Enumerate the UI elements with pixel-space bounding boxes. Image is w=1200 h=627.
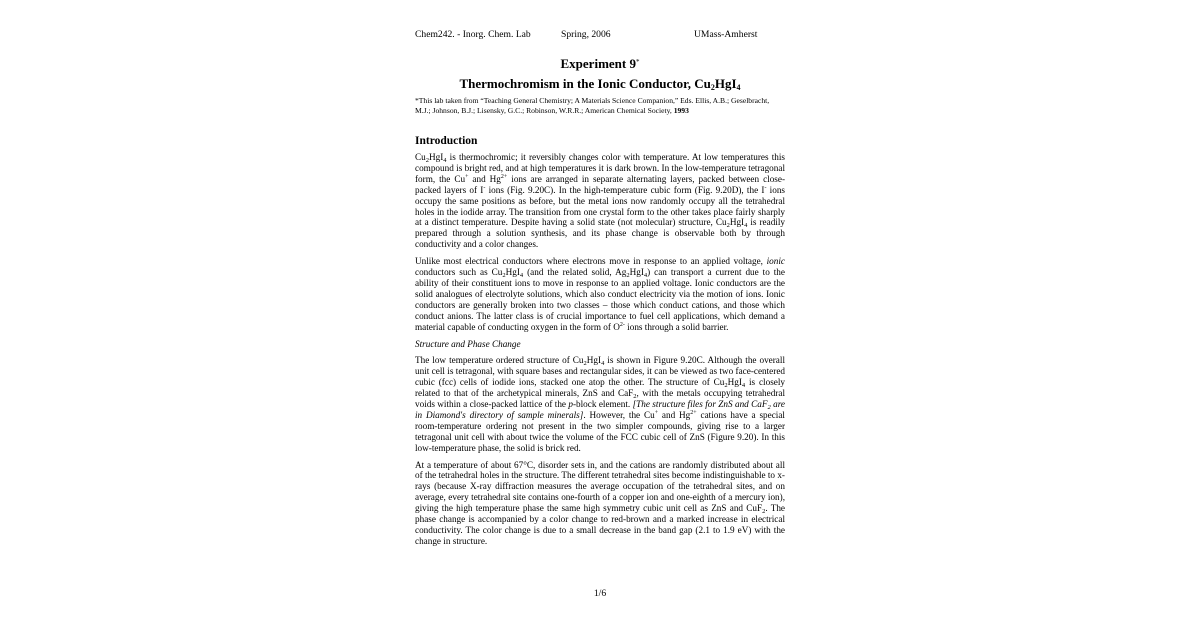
credit-text: *This lab taken from “Teaching General Chemistry; A Materials Science Companion,” Eds. Ellis, A.B.; Geselbracht, M.J.; Johnson, B.J.; Lisensky, G.C.; Robinson, W.R.R.; American Chemical Society,: [415, 96, 770, 115]
body-text: [415, 152, 785, 553]
title-sub-1: 2: [710, 83, 715, 92]
course-name: Chem242. - Inorg. Chem. Lab: [415, 29, 531, 40]
experiment-label: Experiment 9: [560, 56, 636, 71]
section-heading: Introduction: [415, 135, 478, 147]
paragraph: Unlike most electrical conductors where electrons move in response to an applied voltage, ionic conductors such as $Cu_2HgI_4$ (and the related solid, $Ag_2HgI_4$) can transport a current due to the ability of their constituent ions to move in response to an applied voltage. Ionic conductors are the solid analogues of electrolyte solutions, which also conduct electricity via the motion of ions. Ionic conductors are generally broken into two classes – those which conduct cations, and those which conduct anions. The latter class is of crucial importance to fuel cell applications, which demand a material capable of conducting oxygen in the form of $O^{2-}$ ions through a solid barrier.: [415, 256, 785, 332]
source-credit: [415, 96, 785, 115]
paragraph: At a temperature of about 67°C, disorder sets in, and the cations are randomly distributed about all of the tetrahedral holes in the structure. The different tetrahedral sites become indistinguishable to x-rays (because X-ray diffraction measures the average occupation of the tetrahedral sites, and on average, every tetrahedral site contains one-fourth of a copper ion and one-eighth of a mercury ion), giving the high temperature phase the same high symmetry cubic unit cell as ZnS and CuF$_2$. The phase change is accompanied by a color change to red-brown and a marked increase in electrical conductivity. The color change is due to a small decrease in the band gap (2.1 to 1.9 eV) with the change in structure.: [415, 459, 785, 546]
document-page: [415, 0, 785, 627]
page-title: [415, 76, 785, 92]
title-prefix: Thermochromism in the Ionic Conductor, Cu: [459, 76, 711, 91]
paragraph: $Cu_2HgI_4$ is thermochromic; it reversibly changes color with temperature. At low temperatures this compound is bright red, and at high temperatures it is dark brown. In the low-temperature tetragonal form, the Cu+ and $Hg^{2+}$ ions are arranged in separate alternating layers, packed between close-packed layers of I- ions (Fig. 9.20C). In the high-temperature cubic form (Fig. 9.20D), the I- ions occupy the same positions as before, but the metal ions now randomly occupy all the tetrahedral holes in the iodide array. The transition from one crystal form to the other takes place fairly sharply at a distinct temperature. Despite having a solid state (not molecular) structure, $Cu_2HgI_4$ is readily prepared through a solution synthesis, and its phase change is observable both by through conductivity and a color changes.: [415, 152, 786, 250]
subsection-heading: Structure and Phase Change: [415, 338, 521, 349]
term: Spring, 2006: [561, 29, 611, 40]
credit-year: 1993: [673, 105, 689, 115]
page-number: 1/6: [593, 588, 607, 599]
footnote-mark: *: [635, 58, 640, 66]
paragraph: The low temperature ordered structure of $Cu_2HgI_4$ is shown in Figure 9.20C. Although the overall unit cell is tetragonal, with square bases and rectangular sides, it can be viewed as two face-centered cubic (fcc) cells of iodide ions, stacked one atop the other. The structure of $Cu_2HgI_4$ is closely related to that of the archetypical minerals, ZnS and CaF$_2$, with the metals occupying tetrahedral voids within a close-packed lattice of the p-block element. [The structure files for ZnS and CaF$_2$ are in Diamond's directory of sample minerals]. However, the Cu+ and $Hg^{2+}$ cations have a special room-temperature ordering not present in the two simpler compounds, giving rise to a larger tetragonal unit cell with about twice the volume of the FCC cubic cell of ZnS (Figure 9.20). In this low-temperature phase, the solid is brick red.: [415, 355, 786, 453]
experiment-heading: [415, 56, 785, 72]
institution: UMass-Amherst: [694, 29, 758, 40]
title-mid: HgI: [714, 76, 737, 91]
title-sub-2: 4: [736, 83, 741, 92]
